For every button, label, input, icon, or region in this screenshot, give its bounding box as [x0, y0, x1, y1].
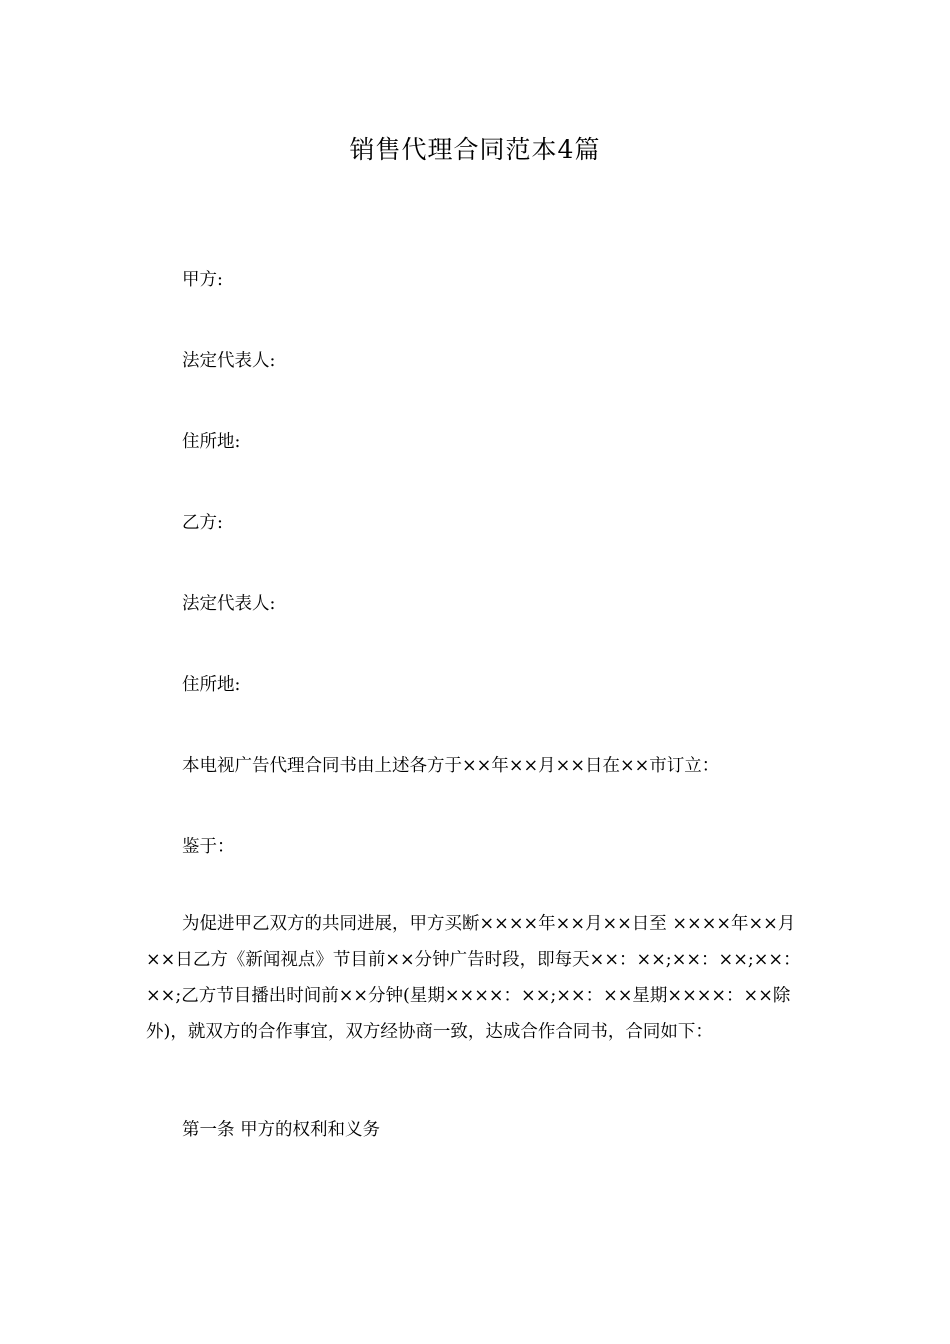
party-a-representative-label: 法定代表人:	[182, 351, 276, 371]
party-b-label: 乙方:	[182, 513, 223, 533]
party-b-address-label: 住所地:	[182, 675, 241, 695]
contract-intro-line: 本电视广告代理合同书由上述各方于××年××月××日在××市订立：	[182, 756, 720, 776]
document-title: 销售代理合同范本4篇	[349, 135, 601, 164]
whereas-label: 鉴于：	[182, 837, 235, 857]
article-one-heading: 第一条 甲方的权利和义务	[182, 1120, 381, 1140]
party-a-address-label: 住所地:	[182, 432, 241, 452]
party-a-label: 甲方:	[182, 270, 223, 290]
party-b-representative-label: 法定代表人:	[182, 594, 276, 614]
whereas-body-paragraph: 为促进甲乙双方的共同进展，甲方买断××××年××月××日至 ××××年××月××日乙方《新闻视点》节目前××分钟广告时段，即每天××：××;××：××;××：××;乙方节目播出时间前××分钟(星期××××：××;××：××星期××××：××除外)，就双方的合作事宜，双方经协商一致，达成合作合同书，合同如下：	[146, 914, 801, 1042]
